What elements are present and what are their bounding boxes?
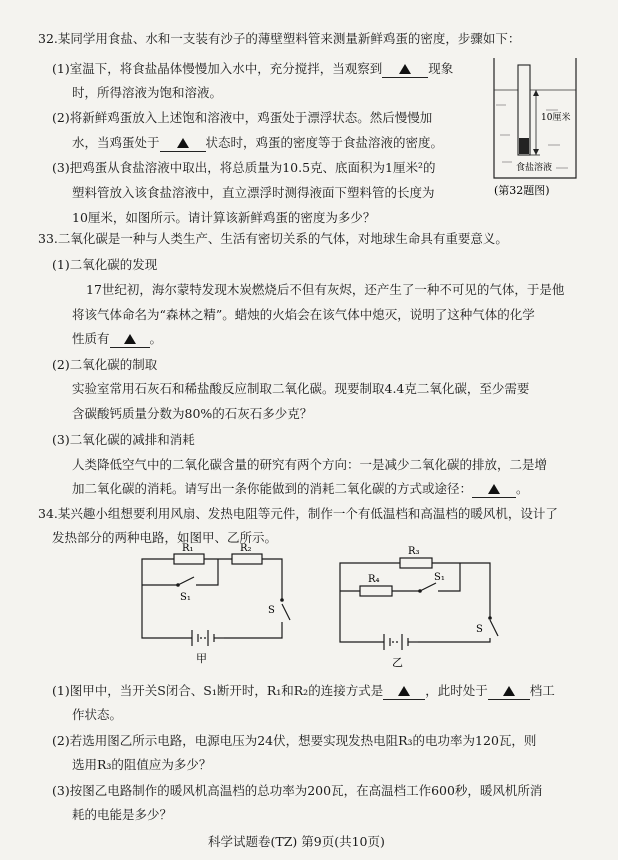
circuit-yi (330, 540, 510, 670)
q33-part2-text: 实验室常用石灰石和稀盐酸反应制取二氧化碳。现要制取4.4克二氧化碳，至少需要 (72, 381, 530, 396)
q34-stem: 34.某兴趣小组想要利用风扇、发热电阻等元件，制作一个有低温档和高温档的暖风机，设计了 (38, 506, 558, 521)
q32-stem: 32.某同学用食盐、水和一支装有沙子的薄壁塑料管来测量新鲜鸡蛋的密度，步骤如下： (38, 31, 521, 46)
q32-step2: (2)将新鲜鸡蛋放入上述饱和溶液中，鸡蛋处于漂浮状态。然后慢慢加 (52, 110, 433, 125)
q34-sub3: (3)按图乙电路制作的暖风机高温档的总功率为200瓦，在高温档工作600秒，暖风机所消 (52, 783, 543, 798)
q33-part2-title: (2)二氧化碳的制取 (52, 357, 158, 372)
q32-step1-cont: 时，所得溶液为饱和溶液。 (72, 85, 223, 100)
answer-blank[interactable] (383, 682, 425, 700)
r2-label: R₂ (240, 543, 252, 554)
s-label: S (268, 605, 275, 616)
q32-step3-cont: 塑料管放入该食盐溶液中，直立漂浮时测得液面下塑料管的长度为 (72, 185, 435, 200)
circuit-name-yi: 乙 (392, 656, 403, 669)
q33-stem: 33.二氧化碳是一种与人类生产、生活有密切关系的气体，对地球生命具有重要意义。 (38, 231, 508, 246)
q32-step2-cont: 水，当鸡蛋处于 状态时，鸡蛋的密度等于食盐溶液的密度。 (72, 135, 444, 150)
circuit-jia (130, 540, 310, 665)
q32-figure (486, 50, 586, 200)
triangle-marker-icon (488, 484, 500, 494)
triangle-marker-icon (503, 686, 515, 696)
q34-sub3-cont: 耗的电能是多少？ (72, 807, 173, 822)
r3-label: R₃ (408, 546, 420, 557)
q32-step1: (1)室温下，将食盐晶体慢慢加入水中，充分搅拌，当观察到 现象 (52, 61, 454, 76)
q33-part3-text2: 加二氧化碳的消耗。请写出一条你能做到的消耗二氧化碳的方式或途径： 。 (72, 481, 529, 496)
q34-sub1-cont: 作状态。 (72, 707, 123, 722)
q33-part1-title: (1)二氧化碳的发现 (52, 257, 158, 272)
q33-part3-title: (3)二氧化碳的减排和消耗 (52, 432, 195, 447)
q32-step3: (3)把鸡蛋从食盐溶液中取出，将总质量为10.5克、底面积为1厘米²的 (52, 160, 436, 175)
resistor-r3 (400, 558, 432, 568)
q34-sub2: (2)若选用图乙所示电路，电源电压为24伏，想要实现发热电阻R₃的电功率为120瓦，则 (52, 733, 537, 748)
triangle-marker-icon (398, 686, 410, 696)
answer-blank[interactable] (110, 330, 150, 348)
s1-label-yi: S₁ (434, 572, 445, 583)
answer-blank[interactable] (160, 134, 206, 152)
q33-part3-text: 人类降低空气中的二氧化碳含量的研究有两个方向：一是减少二氧化碳的排放，二是增 (72, 457, 548, 472)
s-label-yi: S (476, 624, 483, 635)
resistor-r4 (360, 586, 392, 596)
q33-part1-text3: 性质有 。 (72, 331, 163, 346)
q32-step3-cont2: 10厘米，如图所示。请计算该新鲜鸡蛋的密度为多少？ (72, 210, 376, 225)
q33-part1-text2: 将该气体命名为“森林之精”。蜡烛的火焰会在该气体中熄灭，说明了这种气体的化学 (72, 307, 535, 322)
length-label: 10厘米 (541, 113, 571, 123)
page-footer: 科学试题卷(TZ) 第9页(共10页) (208, 834, 385, 849)
triangle-marker-icon (399, 64, 411, 74)
q33-part1-text: 17世纪初，海尔蒙特发现木炭燃烧后不但有灰烬，还产生了一种不可见的气体，于是他 (86, 282, 565, 297)
r4-label: R₄ (368, 574, 380, 585)
figure-caption: (第32题图) (494, 184, 550, 197)
resistor-r2 (232, 554, 262, 564)
solution-label: 食盐溶液 (516, 163, 553, 173)
q34-sub2-cont: 选用R₃的阻值应为多少？ (72, 757, 212, 772)
s1-label: S₁ (180, 592, 191, 603)
resistor-r1 (174, 554, 204, 564)
q33-part2-text2: 含碳酸钙质量分数为80%的石灰石多少克？ (72, 406, 313, 421)
triangle-marker-icon (124, 334, 136, 344)
circuit-name-jia: 甲 (196, 652, 207, 665)
answer-blank[interactable] (472, 480, 516, 498)
q34-sub1: (1)图甲中，当开关S闭合、S₁断开时，R₁和R₂的连接方式是 ，此时处于 档工 (52, 683, 555, 698)
answer-blank[interactable] (382, 60, 428, 78)
triangle-marker-icon (177, 138, 189, 148)
r1-label: R₁ (182, 543, 194, 554)
answer-blank[interactable] (488, 682, 530, 700)
q34-stem2: 发热部分的两种电路，如图甲、乙所示。 (52, 530, 278, 545)
